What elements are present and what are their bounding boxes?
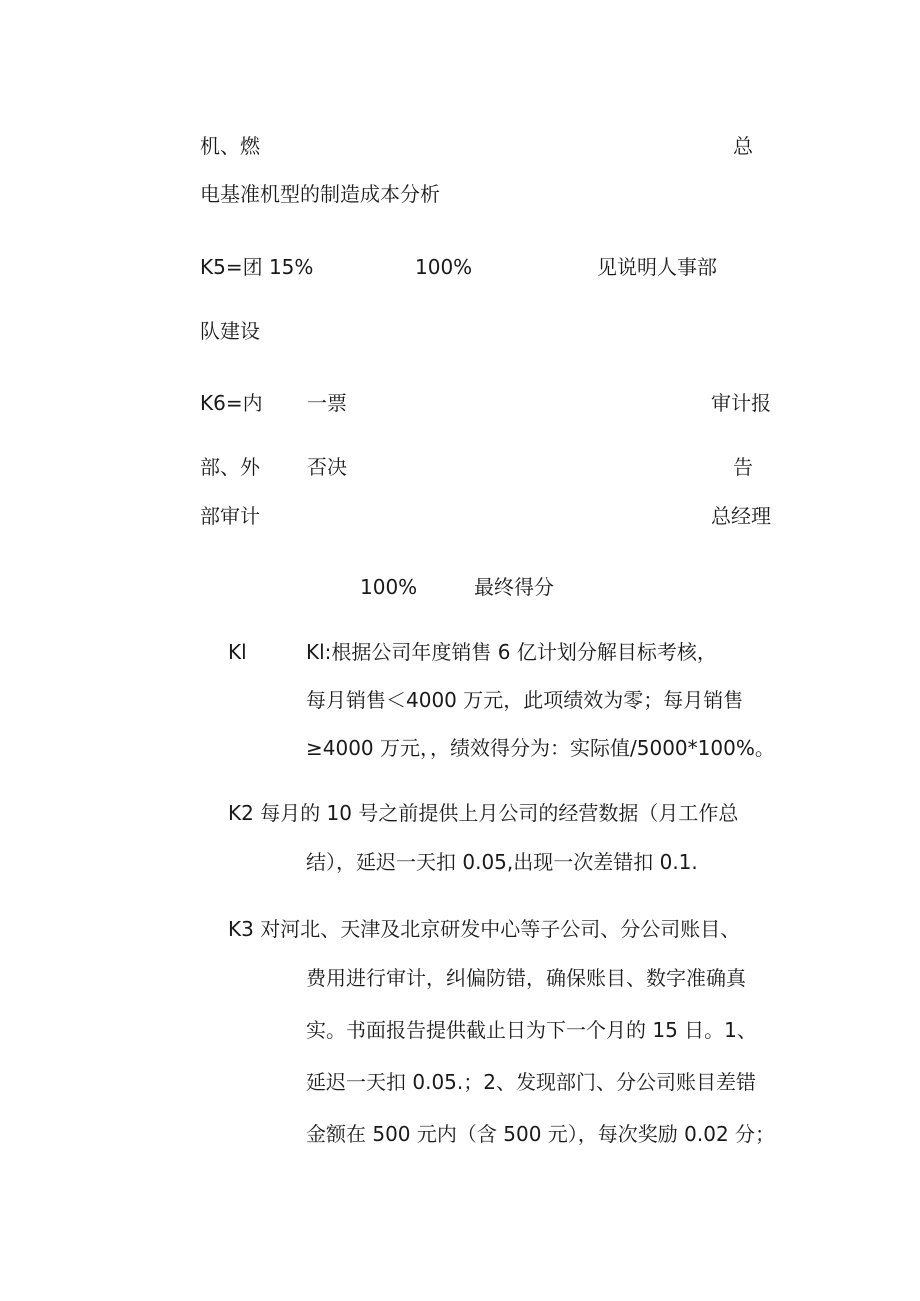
- row5-col1: K6=内: [200, 391, 263, 415]
- row6-col4: 告: [733, 455, 753, 479]
- note-k3-line-1: K3 对河北、天津及北京研发中心等子公司、分公司账目、: [228, 917, 741, 941]
- note-k3-line-5: 金额在 500 元内（含 500 元），每次奖励 0.02 分；: [306, 1122, 776, 1146]
- note-k3-line-4: 延迟一天扣 0.05.；2、发现部门、分公司账目差错: [306, 1070, 756, 1094]
- row7-col1: 部审计: [200, 504, 260, 528]
- note-k2-line-1: K2 每月的 10 号之前提供上月公司的经营数据（月工作总: [228, 801, 739, 825]
- row4-col1: 队建设: [200, 319, 260, 343]
- total-label: 最终得分: [474, 575, 554, 599]
- row3-col2: 100%: [415, 255, 473, 279]
- note-k1-line-2: 每月销售＜4000 万元，此项绩效为零；每月销售: [306, 688, 744, 712]
- note-k1-line-1: Kl:根据公司年度销售 6 亿计划分解目标考核，: [306, 640, 717, 664]
- note-k2-line-2: 结），延迟一天扣 0.05,出现一次差错扣 0.1.: [306, 850, 698, 874]
- total-weight: 100%: [360, 575, 418, 599]
- row5-col4: 审计报: [711, 391, 771, 415]
- note-k1-key: Kl: [228, 640, 247, 664]
- row6-col2: 否决: [307, 455, 347, 479]
- row7-col4: 总经理: [711, 504, 771, 528]
- row3-col1: K5=团 15%: [200, 255, 314, 279]
- row3-col3: 见说明人事部: [597, 255, 717, 279]
- row1-col4: 总: [733, 134, 753, 158]
- row5-col2: 一票: [307, 391, 347, 415]
- row6-col1: 部、外: [200, 455, 260, 479]
- row1-col1: 机、燃: [200, 134, 260, 158]
- note-k3-line-3: 实。书面报告提供截止日为下一个月的 15 日。1、: [306, 1018, 757, 1042]
- note-k1-line-3: ≥4000 万元，，绩效得分为：实际值/5000*100%。: [306, 736, 775, 760]
- row2-col1: 电基准机型的制造成本分析: [200, 182, 440, 206]
- note-k3-line-2: 费用进行审计，纠偏防错，确保账目、数字准确真: [306, 966, 746, 990]
